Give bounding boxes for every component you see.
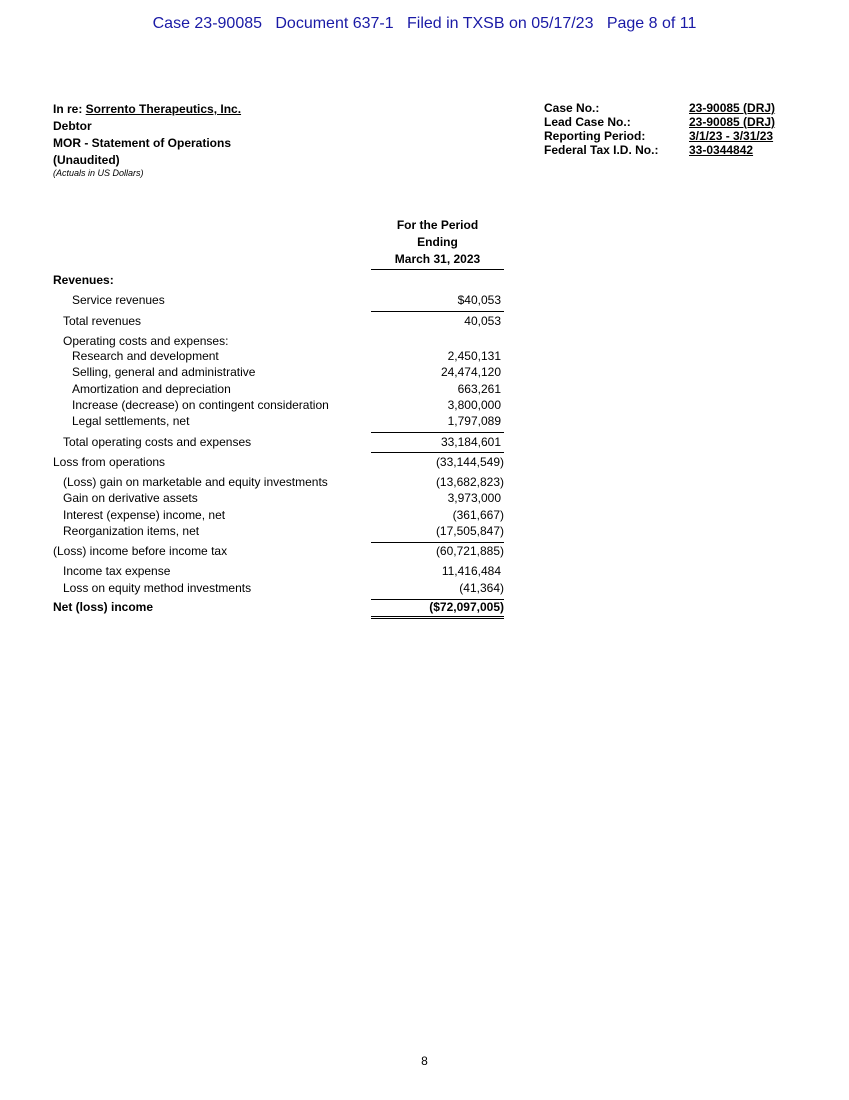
total-revenues-value: 40,053 bbox=[464, 314, 501, 328]
net-value: ($72,097,005) bbox=[429, 600, 504, 614]
rd-value: 2,450,131 bbox=[447, 349, 501, 363]
header-left bbox=[53, 101, 241, 179]
tax-label: Income tax expense bbox=[63, 564, 171, 578]
sga-value: 24,474,120 bbox=[440, 365, 501, 379]
legal-value: 1,797,089 bbox=[447, 414, 501, 428]
reorg-label: Reorganization items, net bbox=[63, 524, 200, 538]
page-number: 8 bbox=[421, 1054, 428, 1068]
period-column-header bbox=[371, 217, 504, 270]
revenues-heading: Revenues: bbox=[53, 273, 114, 287]
mkt-inv-value: (13,682,823) bbox=[435, 475, 504, 489]
rd-label: Research and development bbox=[72, 349, 219, 363]
total-opex-label: Total operating costs and expenses bbox=[63, 435, 252, 449]
derivative-value: 3,973,000 bbox=[447, 491, 501, 505]
company-name: Sorrento Therapeutics, Inc. bbox=[85, 102, 242, 116]
period-value: 3/1/23 - 3/31/23 bbox=[689, 129, 774, 143]
contingent-label: Increase (decrease) on contingent consideration bbox=[72, 398, 329, 412]
amortization-value: 663,261 bbox=[457, 382, 501, 396]
net-label: Net (loss) income bbox=[53, 600, 154, 614]
loss-ops-value: (33,144,549) bbox=[435, 455, 504, 469]
pretax-label: (Loss) income before income tax bbox=[53, 544, 228, 558]
reorg-value: (17,505,847) bbox=[435, 524, 504, 538]
rule bbox=[371, 311, 504, 312]
court-filing-stamp: Case 23-90085 Document 637-1 Filed in TXSB on 05/17/23 Page 8 of 11 bbox=[152, 15, 697, 32]
sga-label: Selling, general and administrative bbox=[72, 365, 256, 379]
rule bbox=[371, 452, 504, 453]
tax-value: 11,416,484 bbox=[441, 564, 501, 578]
report-title: MOR - Statement of Operations bbox=[53, 136, 232, 150]
total-opex-value: 33,184,601 bbox=[440, 435, 501, 449]
header-right bbox=[544, 101, 775, 157]
interest-label: Interest (expense) income, net bbox=[63, 508, 226, 522]
service-revenues-value: $40,053 bbox=[457, 293, 501, 307]
mkt-inv-label: (Loss) gain on marketable and equity investments bbox=[63, 475, 328, 489]
equity-method-value: (41,364) bbox=[459, 581, 504, 595]
case-no-label: Case No.: bbox=[544, 101, 600, 115]
amortization-label: Amortization and depreciation bbox=[72, 382, 231, 396]
pretax-value: (60,721,885) bbox=[435, 544, 504, 558]
currency-note: (Actuals in US Dollars) bbox=[53, 168, 144, 178]
lead-case-label: Lead Case No.: bbox=[544, 115, 631, 129]
column-header-line3: March 31, 2023 bbox=[394, 252, 481, 266]
derivative-label: Gain on derivative assets bbox=[63, 491, 198, 505]
service-revenues-label: Service revenues bbox=[72, 293, 165, 307]
case-no-value: 23-90085 (DRJ) bbox=[689, 101, 776, 115]
column-header-line2: Ending bbox=[417, 235, 458, 249]
interest-value: (361,667) bbox=[452, 508, 504, 522]
rule bbox=[371, 542, 504, 543]
legal-label: Legal settlements, net bbox=[72, 414, 190, 428]
in-re-label: In re: bbox=[53, 102, 86, 116]
column-header-line1: For the Period bbox=[396, 218, 479, 232]
contingent-value: 3,800,000 bbox=[447, 398, 501, 412]
lead-case-value: 23-90085 (DRJ) bbox=[689, 115, 776, 129]
period-label: Reporting Period: bbox=[544, 129, 646, 143]
rule bbox=[371, 432, 504, 433]
in-re-line bbox=[53, 101, 241, 118]
loss-ops-label: Loss from operations bbox=[53, 455, 166, 469]
debtor-label: Debtor bbox=[53, 119, 92, 133]
opex-heading: Operating costs and expenses: bbox=[63, 334, 229, 348]
unaudited-label: (Unaudited) bbox=[53, 153, 120, 167]
total-revenues-label: Total revenues bbox=[63, 314, 142, 328]
tax-id-label: Federal Tax I.D. No.: bbox=[544, 143, 659, 157]
equity-method-label: Loss on equity method investments bbox=[63, 581, 252, 595]
double-rule bbox=[371, 616, 504, 619]
tax-id-value: 33-0344842 bbox=[689, 143, 754, 157]
